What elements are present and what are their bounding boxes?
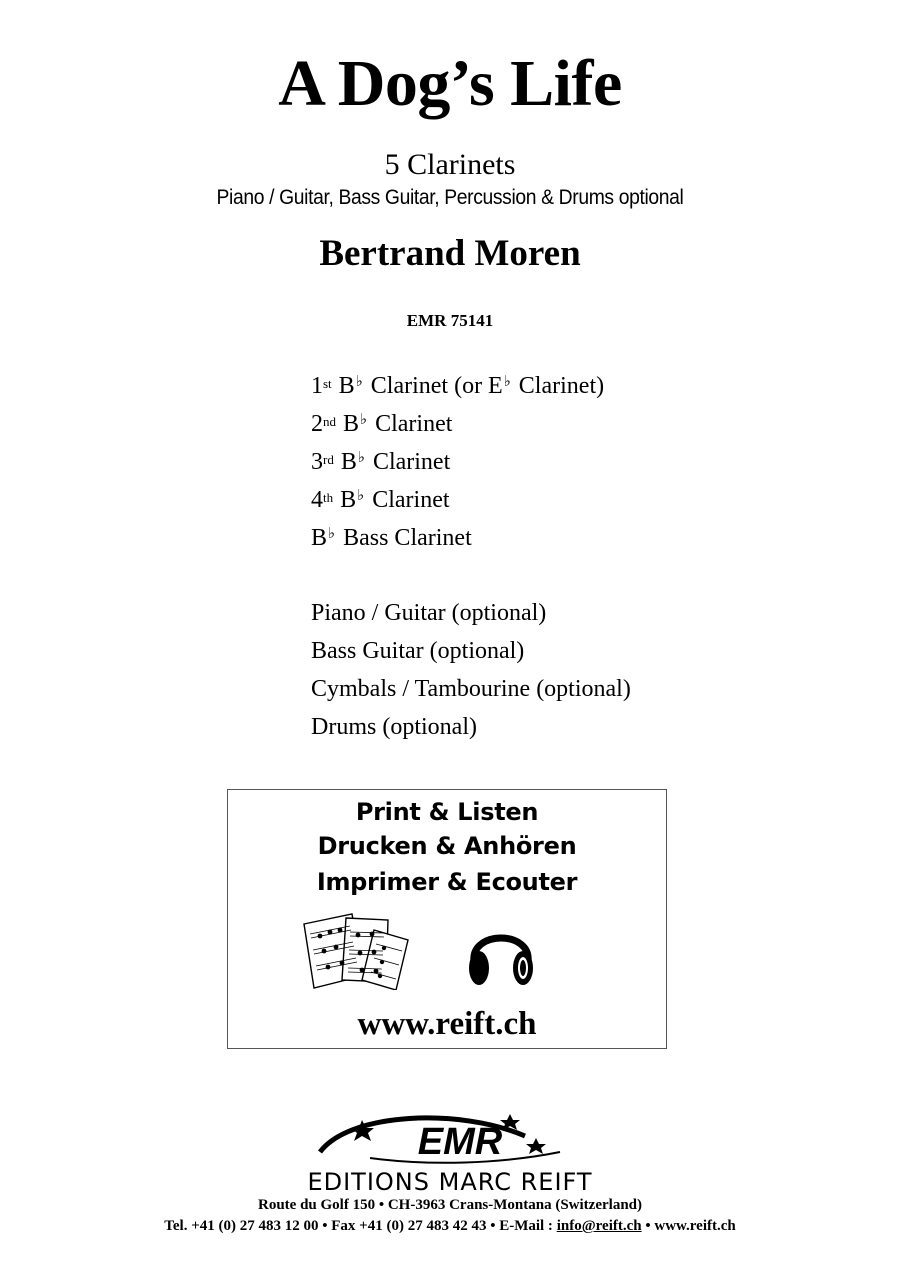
publisher-address: Route du Golf 150 • CH-3963 Crans-Montana (Switzerland): [258, 1197, 642, 1213]
part-item: 2nd B♭ Clarinet: [311, 411, 453, 437]
part-item: B♭ Bass Clarinet: [311, 525, 472, 551]
publisher-contact: Tel. +41 (0) 27 483 12 00 • Fax +41 (0) 27 483 42 43 • E-Mail : info@reift.ch • www.reift.ch: [164, 1218, 736, 1234]
promo-line-fr: Imprimer & Ecouter: [316, 868, 578, 896]
flat-symbol: ♭: [360, 412, 368, 428]
flat-symbol: ♭: [357, 488, 365, 504]
publisher-name: EDITIONS MARC REIFT: [307, 1168, 593, 1196]
optional-part-item: Piano / Guitar (optional): [311, 600, 547, 626]
optional-part-item: Cymbals / Tambourine (optional): [311, 676, 631, 702]
promo-line-de: Drucken & Anhören: [317, 832, 577, 860]
flat-symbol: ♭: [328, 526, 336, 542]
flat-symbol: ♭: [503, 374, 511, 390]
optional-part-item: Bass Guitar (optional): [311, 638, 525, 664]
flat-symbol: ♭: [357, 450, 365, 466]
emr-logo: [310, 1108, 610, 1168]
promo-line-en: Print & Listen: [355, 798, 539, 826]
parts-list: [311, 367, 791, 557]
flat-symbol: ♭: [355, 374, 363, 390]
title: A Dog’s Life: [278, 47, 622, 120]
print-listen-box: [227, 789, 667, 1049]
catalog-number: EMR 75141: [406, 311, 494, 330]
svg-text:EMR: EMR: [417, 1121, 503, 1163]
part-item: 3rd B♭ Clarinet: [311, 449, 451, 475]
subtitle: 5 Clarinets: [384, 148, 516, 181]
optional-parts-list: [311, 594, 791, 746]
sheet-music-icon: [300, 910, 412, 990]
promo-url[interactable]: www.reift.ch: [357, 1006, 537, 1042]
email-link[interactable]: info@reift.ch: [556, 1218, 642, 1234]
part-item: 1st B♭ Clarinet (or E♭ Clarinet): [311, 373, 605, 399]
optional-part-item: Drums (optional): [311, 714, 477, 740]
part-item: 4th B♭ Clarinet: [311, 487, 450, 513]
headphones-icon: [466, 914, 536, 989]
instrumentation: Piano / Guitar, Bass Guitar, Percussion & Drums optional: [216, 186, 684, 209]
composer: Bertrand Moren: [319, 233, 581, 274]
